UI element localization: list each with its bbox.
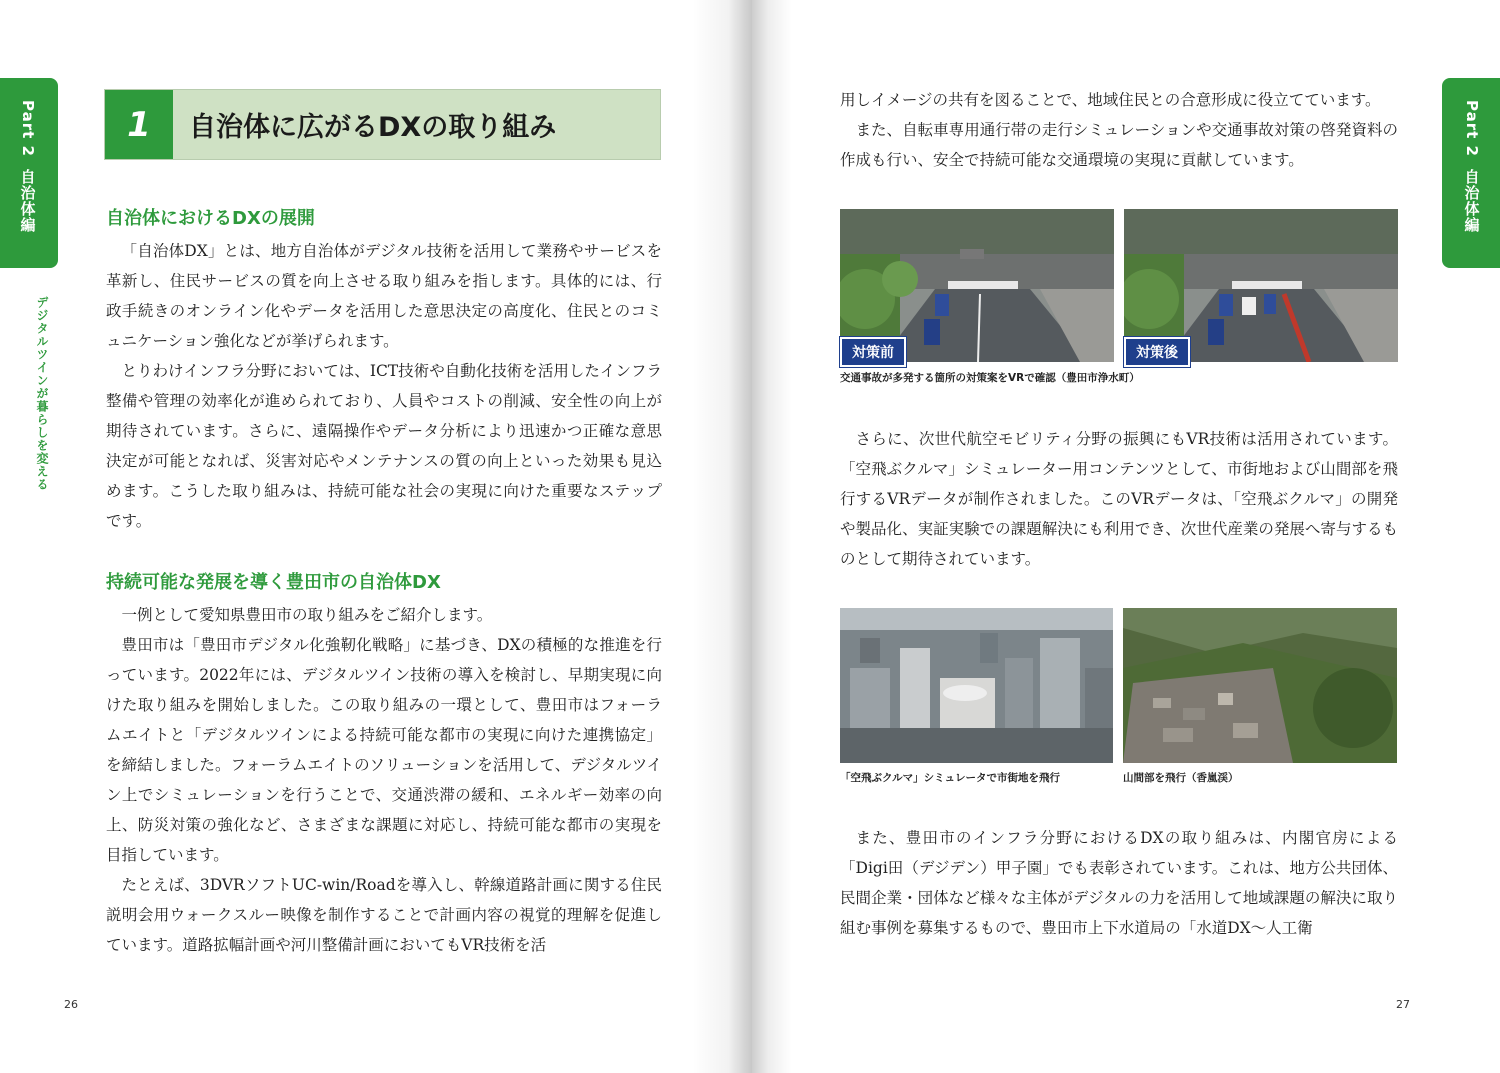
side-tab-right [1442,78,1500,268]
badge-before: 対策前 [840,337,906,367]
chapter-header [104,89,661,160]
paragraph: たとえば、3DVRソフトUC-win/Roadを導入し、幹線道路計画に関する住民説明会用ウォークスルー映像を制作することで計画内容の視覚的理解を促進しています。道路拡幅計画や河川整備計画においてもVR技術を活 [106,876,662,954]
side-tab-part: Part 2 [1463,100,1481,157]
paragraph: また、自転車専用通行帯の走行シミュレーションや交通事故対策の啓発資料の作成も行い、安全で持続可能な交通環境の実現に貢献しています。 [840,121,1398,169]
side-tab-left [0,78,58,268]
figure2-caption-right: 山間部を飛行（香嵐渓） [1123,772,1239,784]
section-heading-dx: 自治体におけるDXの展開 [106,208,315,229]
paragraph: 「自治体DX」とは、地方自治体がデジタル技術を活用して業務やサービスを革新し、住民サービスの質を向上させる取り組みを指します。具体的には、行政手続きのオンライン化やデータを活用した意思決定の高度化、住民とのコミュニケーション強化などが挙げられます。 [106,242,662,350]
photo-city-flight [840,608,1113,763]
city-flight-image [840,608,1113,763]
section-body-dx [106,236,662,536]
photo-mountain-flight [1123,608,1397,763]
side-tab-section: 自治体編 [1462,168,1481,233]
paragraph: 豊田市は「豊田市デジタル化強靭化戦略」に基づき、DXの積極的な推進を行っています。2022年には、デジタルツイン技術の導入を検討し、早期実現に向けた取り組みを開始しました。この取り組みの一環として、豊田市はフォーラムエイトと「デジタルツインによる持続可能な都市の実現に向けた連携協定」を締結しました。フォーラムエイトのソリューションを活用して、デジタルツイン上でシミュレーションを行うことで、交通渋滞の緩和、エネルギー効率の向上、防災対策の強化など、さまざまな課題に対応し、持続可能な都市の実現を目指しています。 [106,636,662,864]
paragraph: 一例として愛知県豊田市の取り組みをご紹介します。 [121,606,493,624]
badge-after: 対策後 [1124,337,1190,367]
paragraph: とりわけインフラ分野においては、ICT技術や自動化技術を活用したインフラ整備や管理の効率化が進められており、人員やコストの削減、安全性の向上が期待されています。さらに、遠隔操作やデータ分析により迅速かつ正確な意思決定が可能となれば、災害対応やメンテナンスの質の向上といった効果も見込めます。こうした取り組みは、持続可能な社会の実現に向けた重要なステップです。 [106,362,662,530]
chapter-title: 自治体に広がるDXの取り組み [189,112,557,143]
page-number-right: 27 [1396,998,1410,1011]
paragraph: 用しイメージの共有を図ることで、地域住民との合意形成に役立てています。 [840,91,1381,109]
right-middle-text [840,424,1398,574]
side-tab-section: 自治体編 [18,168,37,233]
figure1-caption: 交通事故が多発する箇所の対策案をVRで確認（豊田市浄水町） [840,372,1140,384]
chapter-number: 1 [105,90,173,159]
paragraph: また、豊田市のインフラ分野におけるDXの取り組みは、内閣官房による「Digi田（デジデン）甲子園」でも表彰されています。これは、地方公共団体、民間企業・団体など様々な主体がデジタルの力を活用して地域課題の解決に取り組む事例を募集するもので、豊田市上下水道局の「水道DX〜人工衛 [840,829,1398,937]
right-bottom-text [840,823,1398,943]
side-subtitle: デジタルツインが暮らしを変える [35,296,49,491]
figure2-caption-left: 「空飛ぶクルマ」シミュレータで市街地を飛行 [840,772,1060,784]
paragraph: さらに、次世代航空モビリティ分野の振興にもVR技術は活用されています。「空飛ぶクルマ」シミュレーター用コンテンツとして、市街地および山間部を飛行するVRデータが制作されました。このVRデータは、「空飛ぶクルマ」の開発や製品化、実証実験での課題解決にも利用でき、次世代産業の発展へ寄与するものとして期待されています。 [840,430,1398,568]
mountain-flight-image [1123,608,1397,763]
section-body-toyota [106,600,662,960]
section-heading-toyota: 持続可能な発展を導く豊田市の自治体DX [106,572,441,593]
right-top-text [840,85,1398,175]
side-tab-part: Part 2 [19,100,37,157]
page-number-left: 26 [64,998,78,1011]
